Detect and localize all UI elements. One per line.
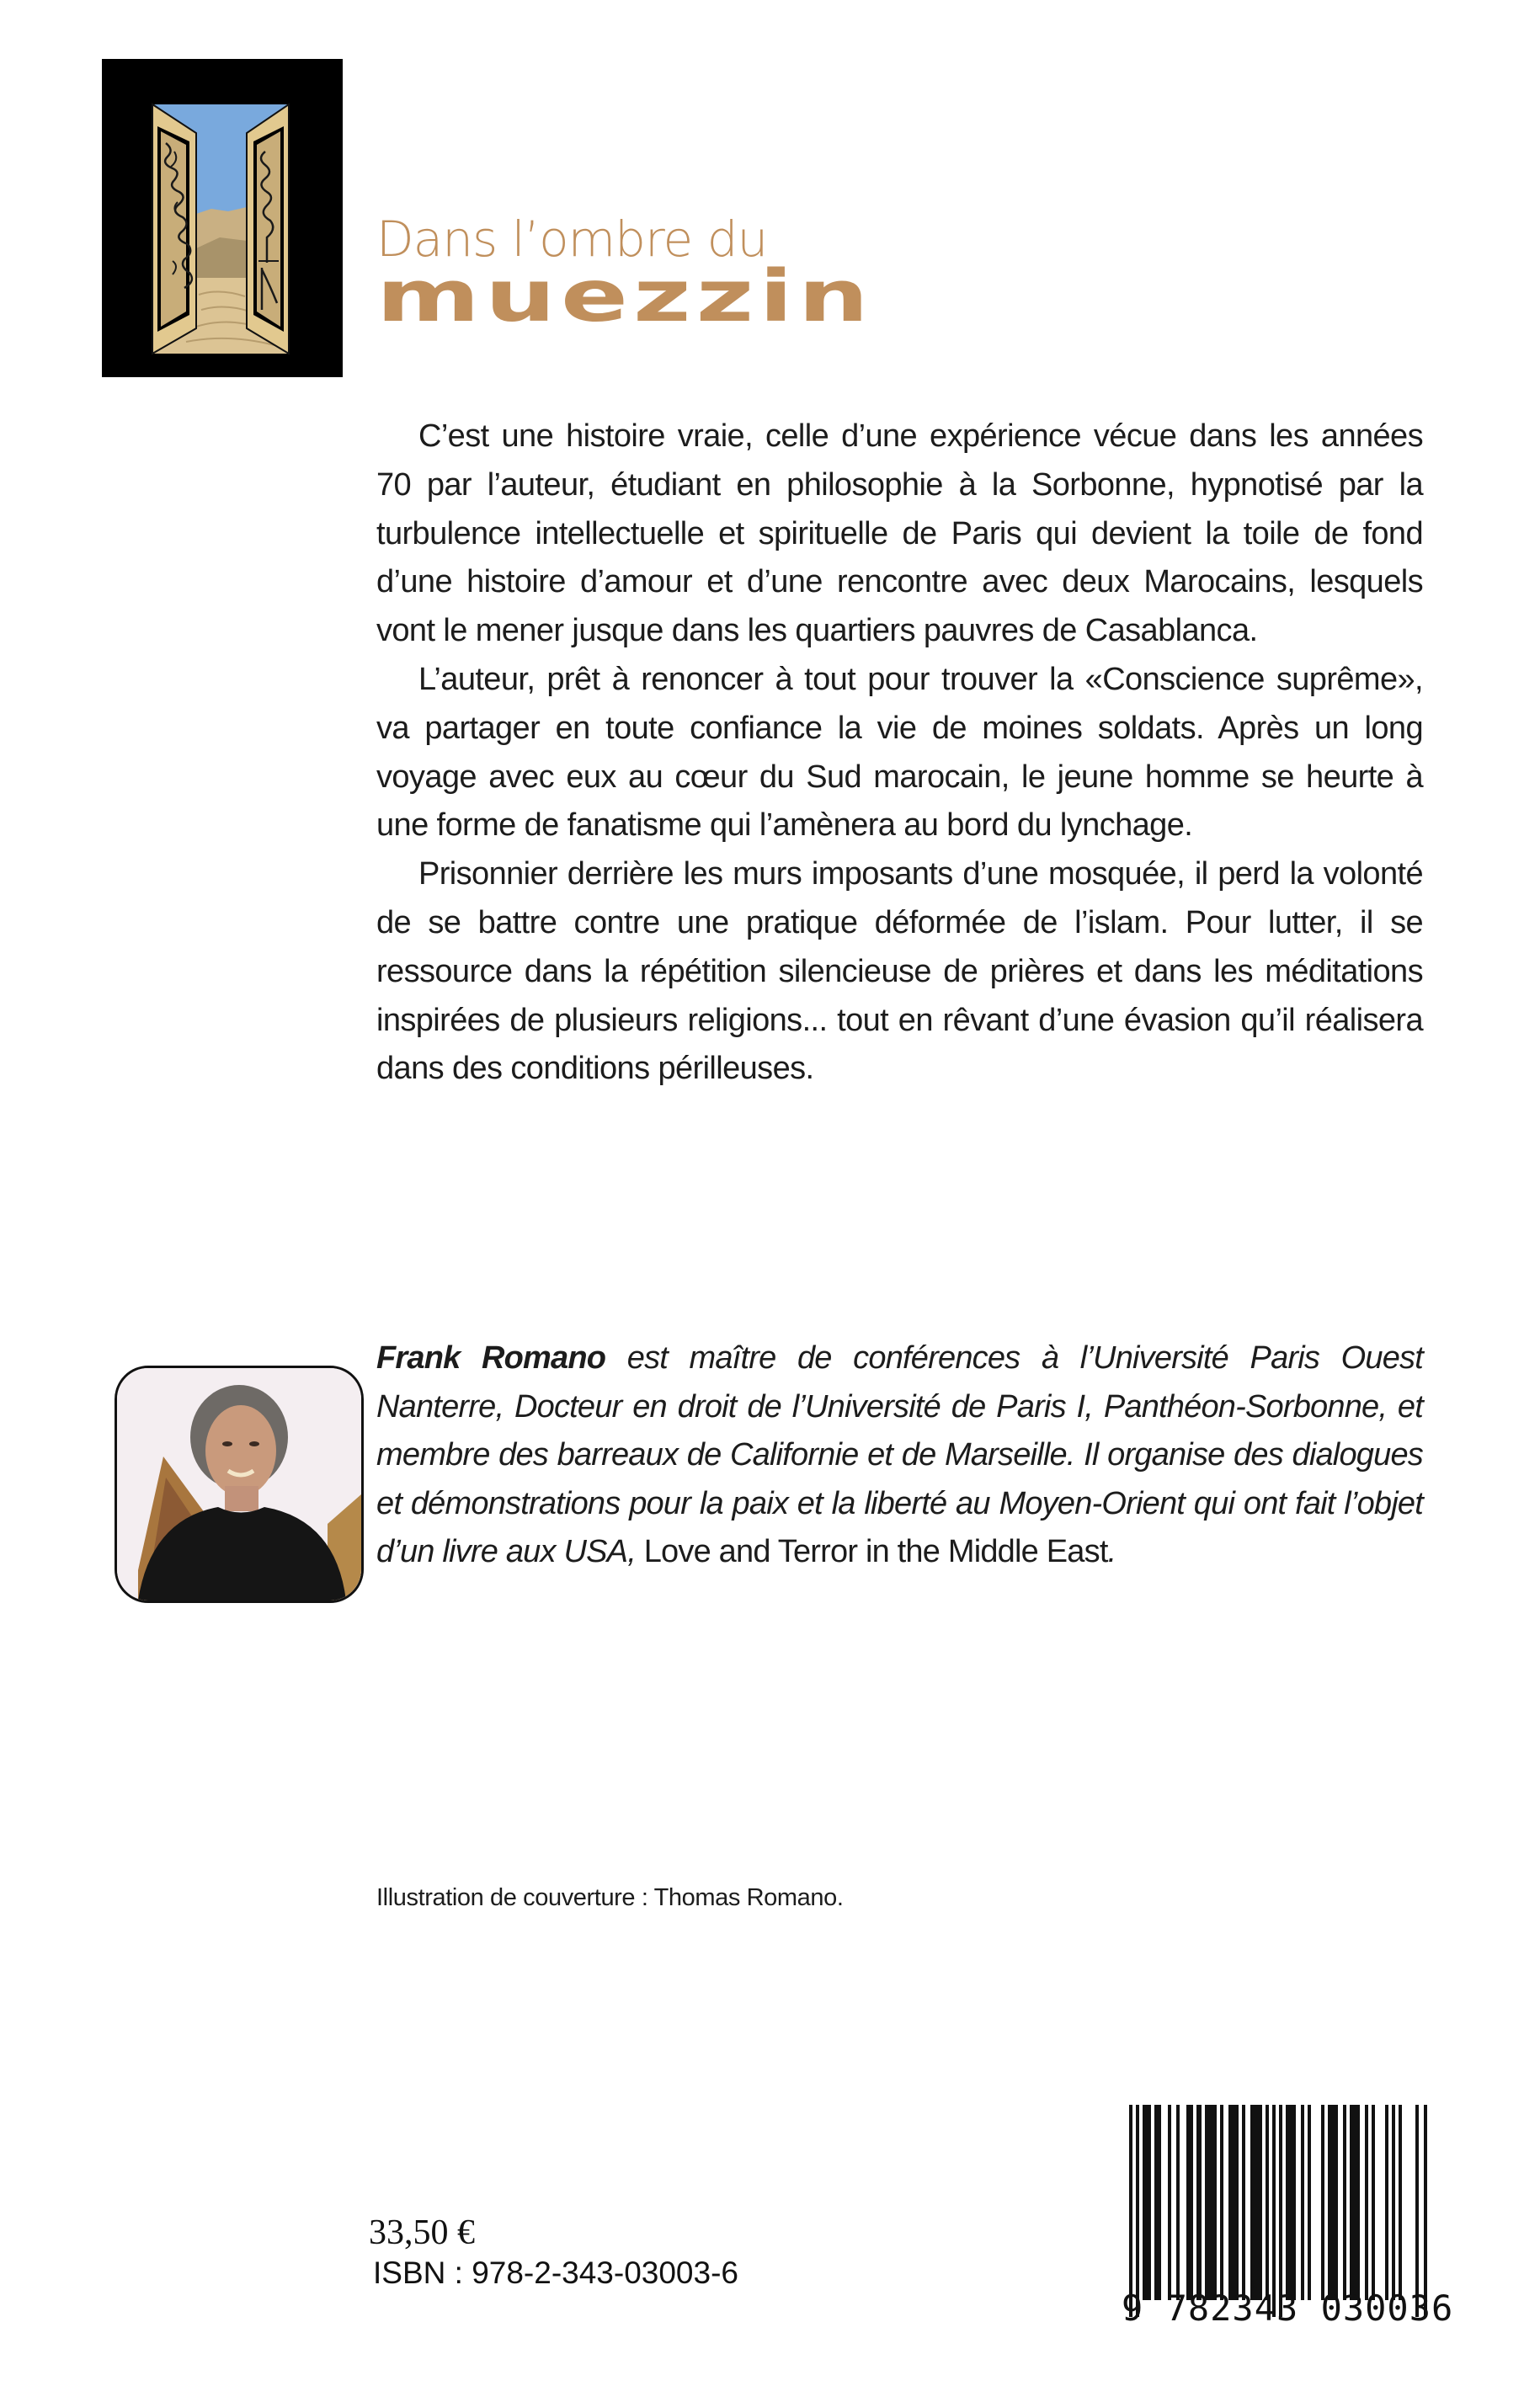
author-book-title: Love and Terror in the Middle East bbox=[643, 1534, 1108, 1569]
author-bio bbox=[376, 1334, 1423, 1577]
title-prefix: Dans l’ombre du bbox=[376, 210, 768, 268]
barcode-digits: 9 782343 030036 bbox=[1122, 2287, 1454, 2329]
synopsis bbox=[376, 413, 1423, 1094]
illustration-credit: Illustration de couverture : Thomas Romano. bbox=[376, 1884, 844, 1911]
book-title bbox=[376, 210, 874, 359]
open-doors-illustration bbox=[102, 59, 343, 377]
author-name: Frank Romano bbox=[376, 1340, 606, 1376]
price: 33,50 € bbox=[369, 2213, 475, 2252]
synopsis-paragraph: Prisonnier derrière les murs imposants d’une mosquée, il perd la volonté de se battre contre une pratique déformée de l’islam. Pour lutter, il se ressource dans la répétition silencieuse de prières et dans les méditations inspirées de plusieurs religions... tout en rêvant d’une évasion qu’il réalisera dans des conditions périlleuses. bbox=[376, 856, 1423, 1087]
synopsis-paragraph: L’auteur, prêt à renoncer à tout pour trouver la «Conscience suprême», va partager en toute confiance la vie de moines soldats. Après un long voyage avec eux au cœur du Sud marocain, le jeune homme se heurte à une forme de fanatisme qui l’amènera au bord du lynchage. bbox=[376, 661, 1423, 844]
author-photo bbox=[115, 1366, 364, 1603]
author-bio-text: est maître de conférences à l’Université Paris Ouest Nanterre, Docteur en droit de l’Université de Paris I, Panthéon-Sorbonne, et membre des barreaux de Californie et de Marseille. Il organise des dialogues et démonstrations pour la paix et la liberté au Moyen-Orient qui ont fait l’objet d’un livre aux USA, bbox=[376, 1340, 1424, 1569]
author-bio-end: . bbox=[1107, 1534, 1116, 1569]
title-main: muezzin bbox=[376, 253, 874, 338]
author-portrait-image bbox=[117, 1368, 361, 1600]
isbn: ISBN : 978-2-343-03003-6 bbox=[373, 2256, 738, 2290]
synopsis-paragraph: C’est une histoire vraie, celle d’une expérience vécue dans les années 70 par l’auteur, étudiant en philosophie à la Sorbonne, hypnotisé par la turbulence intellectuelle et spirituelle de Paris qui devient la toile de fond d’une histoire d’amour et d’une rencontre avec deux Marocains, lesquels vont le mener jusque dans les quartiers pauvres de Casablanca. bbox=[376, 418, 1423, 649]
cover-illustration bbox=[102, 59, 343, 377]
